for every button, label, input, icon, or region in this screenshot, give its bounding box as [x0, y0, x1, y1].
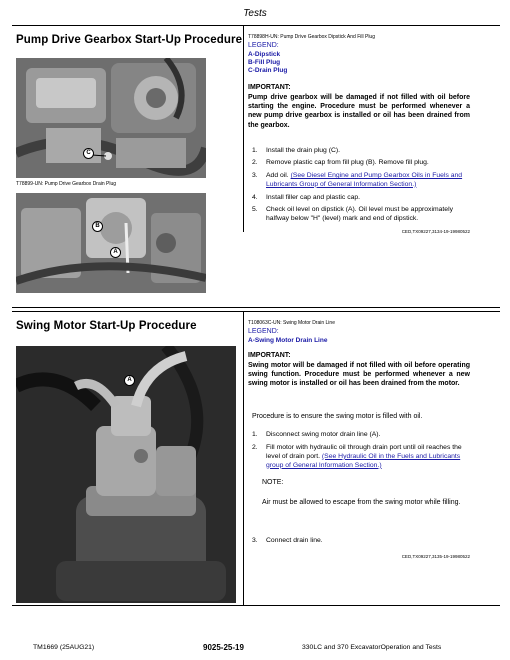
figure-caption-dipstick: T78898H-UN: Pump Drive Gearbox Dipstick And Fill Plug	[248, 34, 375, 40]
callout-a: A	[124, 375, 135, 386]
section1-title: Pump Drive Gearbox Start-Up Procedure	[16, 34, 243, 46]
gearbox-drain-photo	[16, 58, 206, 178]
callout-b: B	[92, 221, 103, 232]
footer-doc-id: TM1669 (25AUG21)	[33, 644, 95, 651]
step-item	[252, 537, 472, 546]
step-item	[252, 159, 472, 168]
step-number: 1.	[252, 147, 258, 154]
legend-item-dipstick: A-Dipstick	[248, 51, 281, 58]
callout-c: C	[83, 148, 94, 159]
step-text: Connect drain line.	[266, 537, 323, 544]
note-heading: NOTE:	[262, 479, 284, 486]
legend-heading: LEGEND:	[248, 42, 279, 49]
figure-caption-swing-motor: T108063C-UN: Swing Motor Drain Line	[248, 320, 335, 326]
gearbox-drain-illustration	[16, 58, 206, 178]
footer-page-number: 9025-25-19	[203, 643, 244, 652]
page-header: Tests	[243, 8, 267, 19]
step-number: 3.	[252, 172, 258, 179]
step-item	[252, 194, 472, 203]
step-number: 4.	[252, 194, 258, 201]
section2-title: Swing Motor Start-Up Procedure	[16, 320, 197, 332]
hydraulic-oil-link[interactable]: (See Hydraulic Oil in the Fuels and Lubricants group of General Information Section.)	[266, 452, 461, 469]
step-text: Install filler cap and plastic cap.	[266, 194, 361, 201]
header-rule	[12, 25, 500, 26]
legend-item-fill-plug: B-Fill Plug	[248, 59, 281, 66]
procedure-intro: Procedure is to ensure the swing motor is filled with oil.	[252, 413, 423, 420]
legend-item-drain-plug: C-Drain Plug	[248, 67, 288, 74]
step-number: 5.	[252, 206, 258, 213]
step-text: Disconnect swing motor drain line (A).	[266, 431, 381, 438]
step-item	[252, 206, 472, 224]
gearbox-dipstick-illustration	[16, 193, 206, 293]
step-item	[252, 172, 472, 190]
section2-divider	[243, 312, 244, 605]
reference-code: CED,TX09227,3134-19-19980522	[401, 229, 470, 234]
step-item	[252, 444, 472, 471]
step-item	[252, 431, 472, 440]
footer-rule	[12, 605, 500, 606]
figure-caption-drain-plug: T78899-UN: Pump Drive Gearbox Drain Plug	[16, 181, 117, 187]
important-text: Swing motor will be damaged if not filled with oil before operating swing function. Procedure must be performed whenever a new swing motor is installed or oil has been drained from the motor.	[248, 362, 470, 388]
legend-item-drain-line: A-Swing Motor Drain Line	[248, 337, 328, 344]
step-text: Remove plastic cap from fill plug (B). Remove fill plug.	[266, 159, 429, 166]
step-text: Check oil level on dipstick (A). Oil level must be approximately halfway below "H" (level) mark and end of dipstick.	[266, 206, 453, 222]
fuels-lubricants-link[interactable]: (See Diesel Engine and Pump Gearbox Oils in Fuels and Lubricants Group of General Information Section.)	[266, 172, 463, 188]
important-text: Pump drive gearbox will be damaged if not filled with oil before starting the engine. Procedure must be performed whenever a new pump drive gearbox is installed or oil has been drained from the gearbox.	[248, 94, 470, 129]
step-item	[252, 147, 472, 156]
important-heading: IMPORTANT:	[248, 84, 291, 91]
gearbox-dipstick-photo	[16, 193, 206, 293]
note-text: Air must be allowed to escape from the swing motor while filling.	[262, 499, 461, 506]
step-text: Fill motor with hydraulic oil through drain port until oil reaches the level of drain port.	[266, 444, 462, 460]
step-number: 2.	[252, 444, 258, 451]
step-number: 3.	[252, 537, 258, 544]
legend-heading: LEGEND:	[248, 328, 279, 335]
callout-a: A	[110, 247, 121, 258]
reference-code: CED,TX09227,3135-19-19980522	[401, 554, 470, 559]
section-separator	[12, 311, 500, 312]
section1-divider	[243, 25, 244, 232]
step-text: Install the drain plug (C).	[266, 147, 341, 154]
step-number: 2.	[252, 159, 258, 166]
footer-manual-title: 330LC and 370 ExcavatorOperation and Tests	[302, 644, 442, 651]
important-heading: IMPORTANT:	[248, 352, 291, 359]
section-separator	[12, 307, 500, 308]
step-text: Add oil.	[266, 172, 291, 179]
step-number: 1.	[252, 431, 258, 438]
